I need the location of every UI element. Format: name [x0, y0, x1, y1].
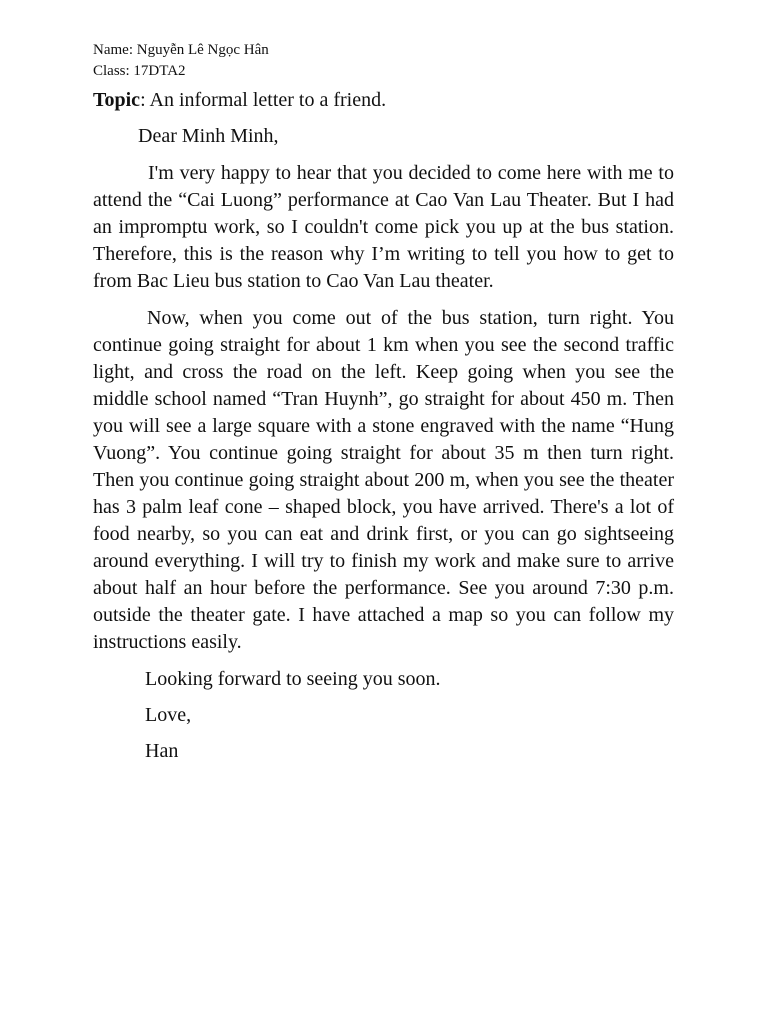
- student-class: Class: 17DTA2: [93, 63, 186, 79]
- letter-closing-line: Looking forward to seeing you soon.: [145, 668, 441, 690]
- student-name: Name: Nguyễn Lê Ngọc Hân: [93, 42, 269, 58]
- letter-paragraph-1: I'm very happy to hear that you decided to come here with me to attend the “Cai Luong” performance at Cao Van Lau Theater. But I had an impromptu work, so I couldn't come pick you up at the bus station. Therefore, this is the reason why I’m writing to tell you how to get to from Bac Lieu bus station to Cao Van Lau theater.: [93, 162, 674, 292]
- letter-paragraph-2: Now, when you come out of the bus station, turn right. You continue going straight for about 1 km when you see the second traffic light, and cross the road on the left. Keep going when you see the middle school named “Tran Huynh”, go straight for about 450 m. Then you will see a large square with a stone engraved with the name “Hung Vuong”. You continue going straight for about 35 m then turn right. Then you continue going straight about 200 m, when you see the theater has 3 palm leaf cone – shaped block, you have arrived. There's a lot of food nearby, so you can eat and drink first, or you can go sightseeing around everything. I will try to finish my work and make sure to arrive about half an hour before the performance. See you around 7:30 p.m. outside the theater gate. I have attached a map so you can follow my instructions easily.: [93, 307, 674, 653]
- letter-signature: Han: [145, 740, 179, 762]
- topic-line: [93, 87, 674, 114]
- letter-sign-off: Love,: [145, 704, 192, 726]
- document-page: [93, 40, 674, 765]
- letter-salutation: Dear Minh Minh,: [138, 125, 279, 147]
- topic-text: : An informal letter to a friend.: [140, 89, 387, 111]
- topic-label: Topic: [93, 89, 141, 111]
